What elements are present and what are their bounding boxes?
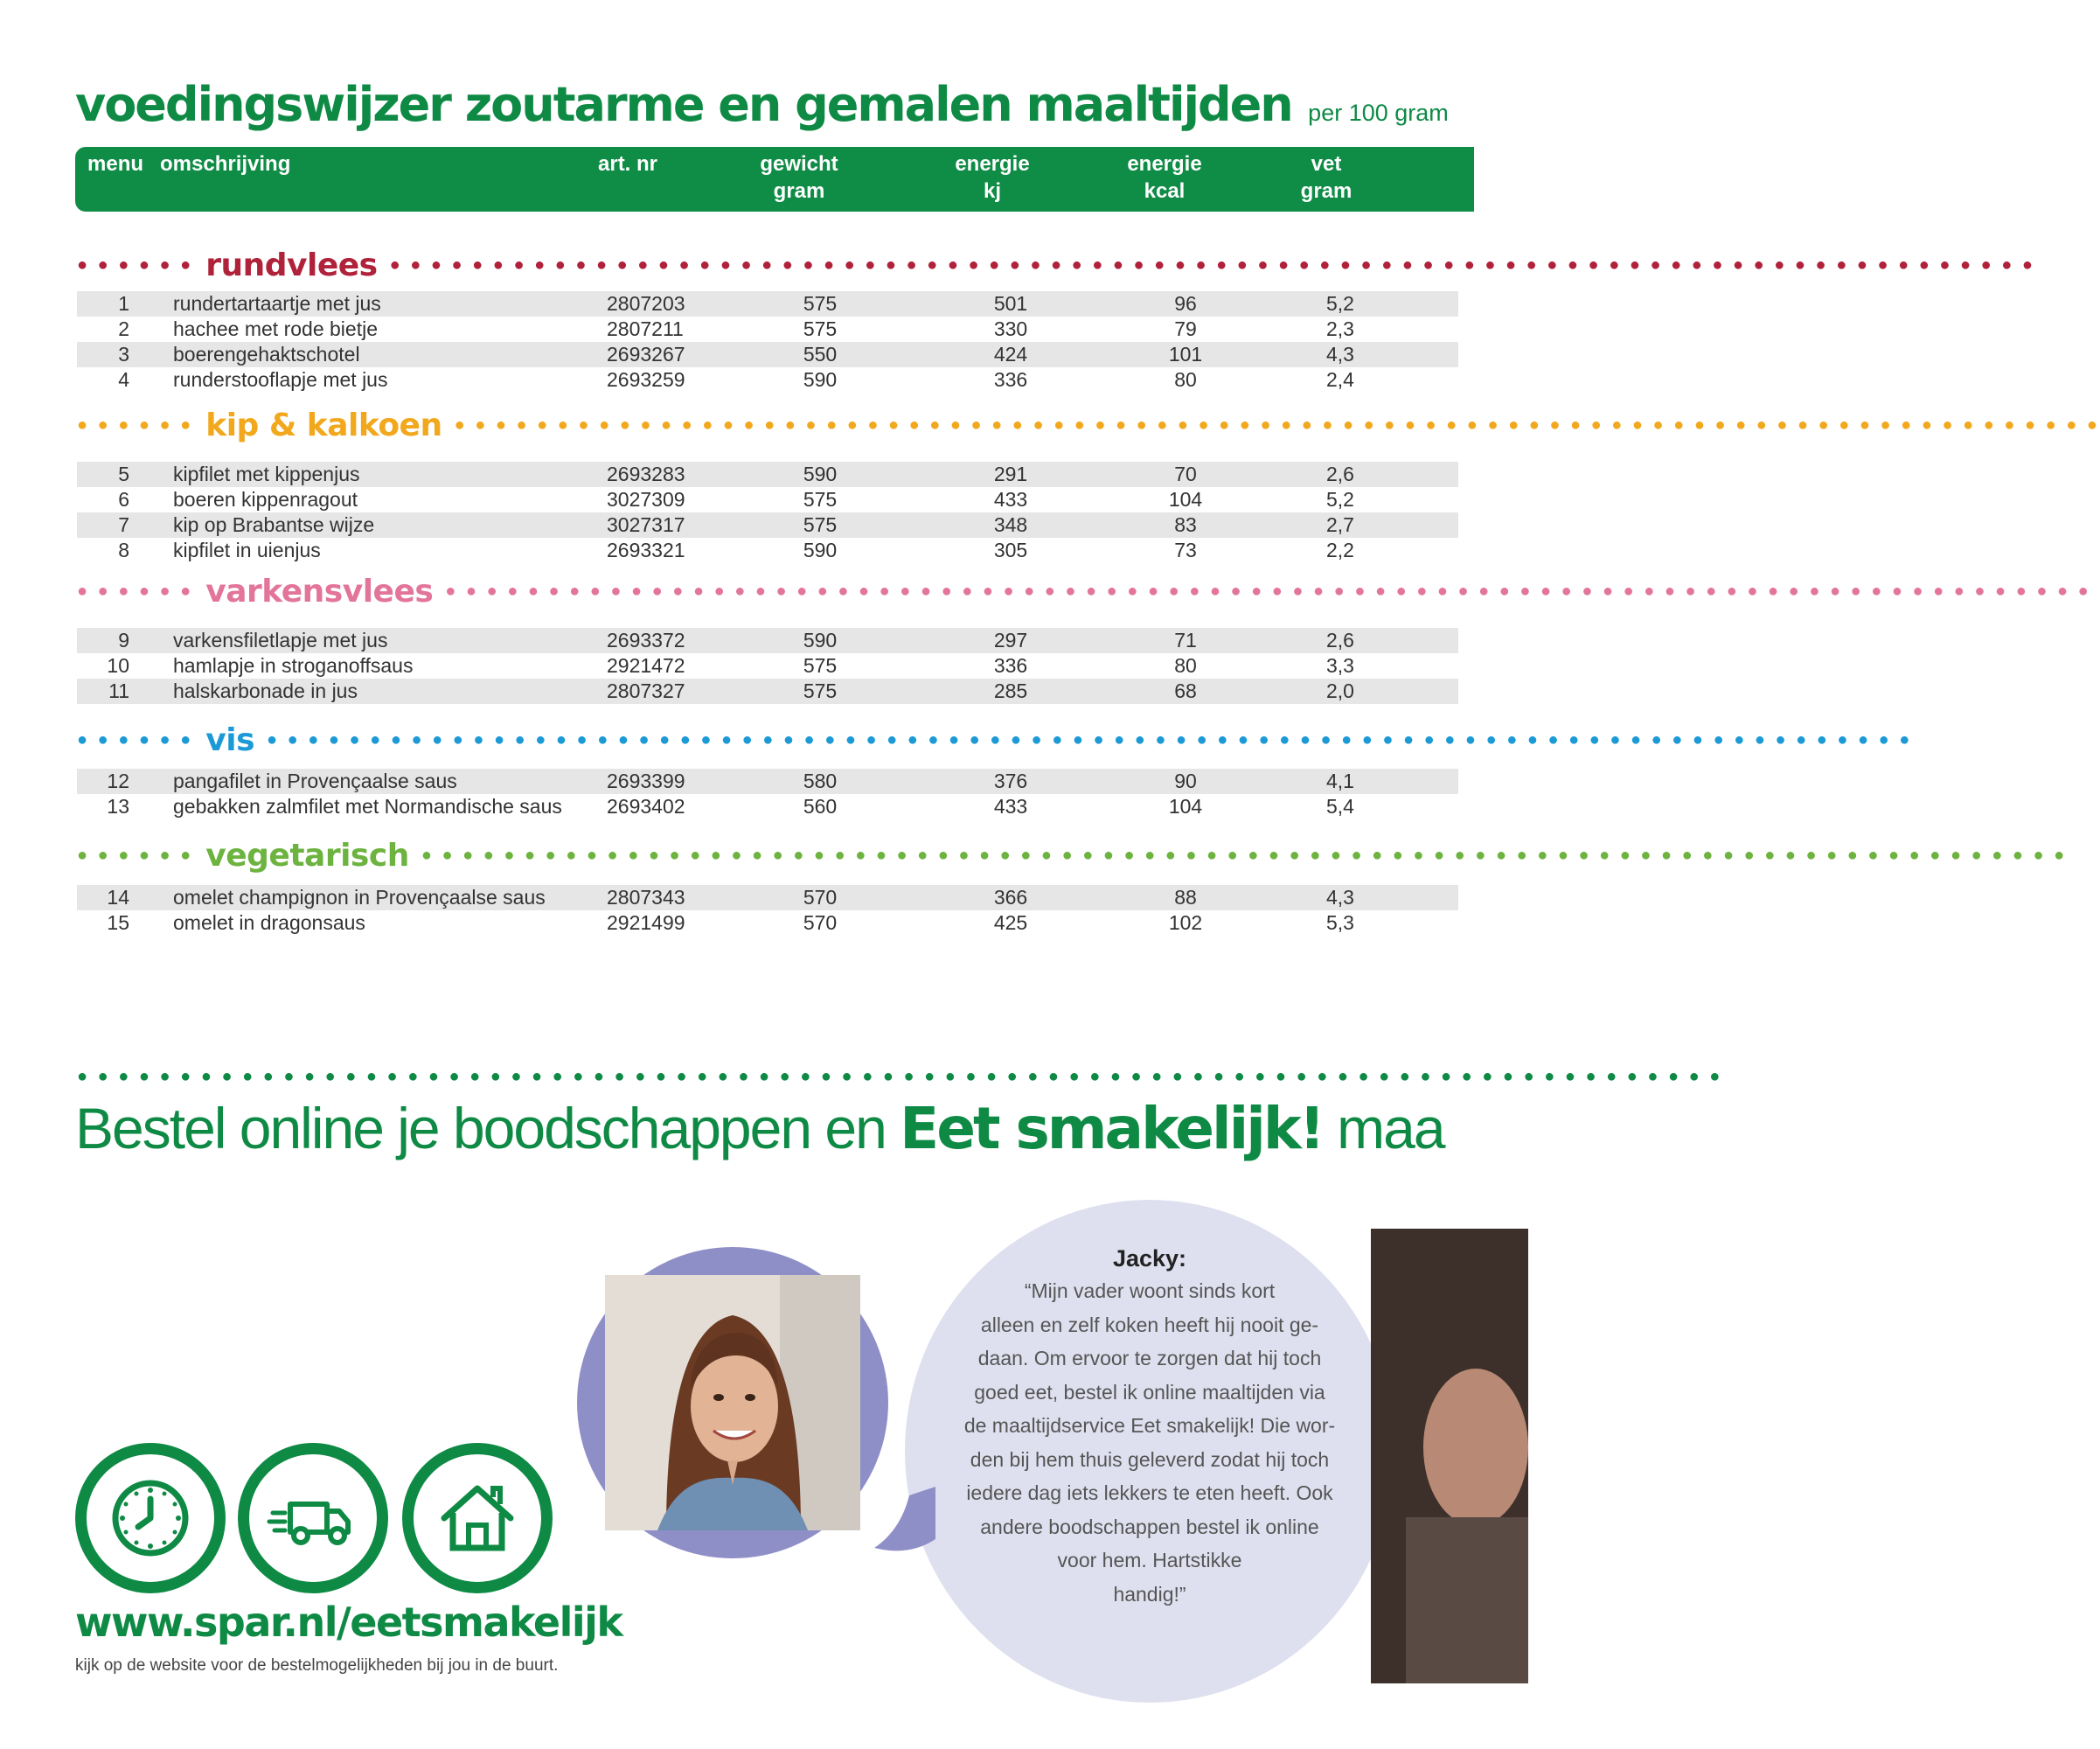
cell-energie-kj: 376 <box>993 770 1028 792</box>
cell-menu: 14 <box>107 886 129 909</box>
section-title: rundvlees <box>205 247 378 283</box>
table-row <box>77 794 1458 819</box>
cell-energie-kj: 330 <box>993 317 1028 340</box>
table-row <box>77 462 1458 487</box>
cell-energie-kcal: 104 <box>1168 795 1203 818</box>
cell-energie-kcal: 102 <box>1168 911 1203 934</box>
cell-art-nr: 2693372 <box>607 629 685 652</box>
cell-vet: 2,4 <box>1326 368 1354 391</box>
cell-vet: 2,6 <box>1326 629 1354 652</box>
cell-art-nr: 2693283 <box>607 463 685 485</box>
section-title: kip & kalkoen <box>205 407 442 443</box>
side-photo <box>1371 1229 1528 1683</box>
portrait-photo <box>605 1275 860 1530</box>
quote-line: den bij hem thuis geleverd zodat hij toch <box>970 1447 1330 1471</box>
cell-energie-kj: 424 <box>993 343 1028 366</box>
quote-line: goed eet, bestel ik online maaltijden via <box>974 1380 1325 1404</box>
cell-omschrijving: kipfilet in uienjus <box>173 539 321 561</box>
section-header <box>77 573 2091 610</box>
cell-omschrijving: rundertartaartje met jus <box>173 292 381 315</box>
cell-gewicht: 575 <box>803 317 838 340</box>
table-row <box>77 291 1458 317</box>
cell-energie-kj: 348 <box>993 513 1028 536</box>
promo-divider: ● ● ● ● ● ● ● ● ● ● ● ● ● ● ● ● ● ● ● ● ● ● ● ● ● ● ● ● ● ● ● ● ● ● ● ● ● ● ● ● ● ● ● ● ● ● ● ● ● ● ● ● ● ● ● ● ● ● ● ● ● ● ● ● ● ● ● ● ● ● ● ● ● ● ● ● ● ● ● ● <box>77 1067 1723 1086</box>
header-omschrijving: omschrijving <box>160 152 291 176</box>
header-gewicht: gewicht gram <box>760 152 838 203</box>
cell-art-nr: 2921499 <box>607 911 685 934</box>
cell-menu: 9 <box>118 629 129 652</box>
table-row <box>77 317 1458 342</box>
cell-gewicht: 575 <box>803 292 838 315</box>
cell-menu: 10 <box>107 654 129 677</box>
cell-vet: 4,3 <box>1326 343 1354 366</box>
cell-gewicht: 570 <box>803 886 838 909</box>
home-icon <box>402 1443 553 1593</box>
clock-icon <box>75 1443 226 1593</box>
cell-gewicht: 590 <box>803 463 838 485</box>
cell-energie-kj: 425 <box>993 911 1028 934</box>
section-dots: ● ● ● ● ● ● <box>77 415 194 435</box>
cell-vet: 5,4 <box>1326 795 1354 818</box>
cell-energie-kcal: 70 <box>1174 463 1197 485</box>
cell-energie-kj: 433 <box>993 795 1028 818</box>
cell-vet: 5,3 <box>1326 911 1354 934</box>
table-row <box>77 769 1458 794</box>
cell-energie-kj: 366 <box>993 886 1028 909</box>
cell-energie-kcal: 96 <box>1174 292 1197 315</box>
cell-energie-kcal: 83 <box>1174 513 1197 536</box>
cell-art-nr: 2807203 <box>607 292 685 315</box>
cell-menu: 2 <box>118 317 129 340</box>
page-title <box>75 77 1449 132</box>
cell-gewicht: 575 <box>803 654 838 677</box>
section-dots: ● ● ● ● ● ● ● ● ● ● ● ● ● ● ● ● ● ● ● ● ● ● ● ● ● ● ● ● ● ● ● ● ● ● ● ● ● ● ● ● ● ● ● ● ● ● ● ● ● ● ● ● ● ● ● ● ● ● ● ● ● ● ● ● ● ● ● ● ● ● ● ● ● ● ● ● ● ● ● ● <box>389 254 2036 275</box>
cell-menu: 7 <box>118 513 129 536</box>
cell-art-nr: 2693399 <box>607 770 685 792</box>
cell-energie-kj: 285 <box>993 679 1028 702</box>
cell-menu: 8 <box>118 539 129 561</box>
table-row <box>77 653 1458 679</box>
quote-line: de maaltijdservice Eet smakelijk! Die wor- <box>963 1414 1336 1437</box>
quote-line: daan. Om ervoor te zorgen dat hij toch <box>977 1347 1322 1369</box>
cell-energie-kj: 336 <box>993 654 1028 677</box>
cell-menu: 13 <box>107 795 129 818</box>
cell-gewicht: 590 <box>803 539 838 561</box>
cell-vet: 4,3 <box>1326 886 1354 909</box>
promo-tail: maa <box>1322 1096 1444 1160</box>
promo-text: Bestel online je boodschappen en <box>75 1096 900 1160</box>
cell-vet: 2,0 <box>1326 679 1354 702</box>
cell-vet: 4,1 <box>1326 770 1354 792</box>
table-row <box>77 628 1458 653</box>
cell-vet: 2,2 <box>1326 539 1354 561</box>
cell-omschrijving: omelet champignon in Provençaalse saus <box>173 886 546 909</box>
cell-art-nr: 2693402 <box>607 795 685 818</box>
cell-vet: 3,3 <box>1326 654 1354 677</box>
cell-omschrijving: pangafilet in Provençaalse saus <box>173 770 457 792</box>
cell-menu: 4 <box>118 368 129 391</box>
cell-menu: 5 <box>118 463 129 485</box>
cell-art-nr: 2807327 <box>607 679 685 702</box>
cell-energie-kcal: 88 <box>1174 886 1197 909</box>
table-row <box>77 487 1458 512</box>
portrait-frame <box>577 1247 888 1558</box>
header-menu: menu <box>87 152 144 176</box>
cell-art-nr: 3027309 <box>607 488 685 511</box>
cell-gewicht: 570 <box>803 911 838 934</box>
promo-bold: Eet smakelijk! <box>900 1095 1323 1162</box>
cell-art-nr: 2807343 <box>607 886 685 909</box>
cell-energie-kcal: 68 <box>1174 679 1197 702</box>
cell-energie-kj: 305 <box>993 539 1028 561</box>
table-row <box>77 538 1458 563</box>
section-header <box>77 407 2100 443</box>
cell-menu: 11 <box>108 679 129 702</box>
cell-art-nr: 3027317 <box>607 513 685 536</box>
cell-energie-kcal: 73 <box>1174 539 1197 561</box>
cell-omschrijving: varkensfiletlapje met jus <box>173 629 388 652</box>
delivery-truck-icon <box>238 1443 388 1593</box>
table-row <box>77 910 1458 936</box>
cell-gewicht: 575 <box>803 513 838 536</box>
cell-menu: 6 <box>118 488 129 511</box>
table-row <box>77 342 1458 367</box>
cell-menu: 1 <box>118 292 129 315</box>
cell-vet: 2,6 <box>1326 463 1354 485</box>
cell-energie-kj: 291 <box>993 463 1028 485</box>
cell-omschrijving: runderstooflapje met jus <box>173 368 388 391</box>
promo-headline <box>75 1095 1444 1162</box>
cell-energie-kcal: 104 <box>1168 488 1203 511</box>
cell-omschrijving: boeren kippenragout <box>173 488 358 511</box>
cell-art-nr: 2693259 <box>607 368 685 391</box>
table-row <box>77 512 1458 538</box>
cell-omschrijving: kip op Brabantse wijze <box>173 513 375 536</box>
table-row <box>77 885 1458 910</box>
cell-gewicht: 575 <box>803 679 838 702</box>
section-dots: ● ● ● ● ● ● <box>77 581 194 601</box>
quote-line: voor hem. Hartstikke <box>1057 1549 1242 1571</box>
quote-line: alleen en zelf koken heeft hij nooit ge- <box>980 1313 1319 1336</box>
cell-energie-kj: 297 <box>993 629 1028 652</box>
title-subtitle: per 100 gram <box>1308 100 1449 126</box>
cell-vet: 2,3 <box>1326 317 1354 340</box>
cell-energie-kcal: 80 <box>1174 368 1197 391</box>
table-row <box>77 679 1458 704</box>
cell-art-nr: 2807211 <box>607 317 684 340</box>
cell-energie-kcal: 101 <box>1168 343 1203 366</box>
section-title: vis <box>205 721 254 758</box>
cell-gewicht: 590 <box>803 629 838 652</box>
table-header <box>75 147 1474 212</box>
section-dots: ● ● ● ● ● ● ● ● ● ● ● ● ● ● ● ● ● ● ● ● ● ● ● ● ● ● ● ● ● ● ● ● ● ● ● ● ● ● ● ● ● ● ● ● ● ● ● ● ● ● ● ● ● ● ● ● ● ● ● ● ● ● ● ● ● ● ● ● ● ● ● ● ● ● ● ● ● ● ● ● <box>421 845 2068 865</box>
cell-omschrijving: halskarbonade in jus <box>173 679 358 702</box>
title-main: voedingswijzer zoutarme en gemalen maaltijden <box>75 77 1292 132</box>
website-note: kijk op de website voor de bestelmogelijkheden bij jou in de buurt. <box>75 1656 559 1675</box>
cell-gewicht: 590 <box>803 368 838 391</box>
cell-omschrijving: gebakken zalmfilet met Normandische saus <box>173 795 562 818</box>
section-dots: ● ● ● ● ● ● ● ● ● ● ● ● ● ● ● ● ● ● ● ● ● ● ● ● ● ● ● ● ● ● ● ● ● ● ● ● ● ● ● ● ● ● ● ● ● ● ● ● ● ● ● ● ● ● ● ● ● ● ● ● ● ● ● ● ● ● ● ● ● ● ● ● ● ● ● ● ● ● ● ● <box>267 729 1913 749</box>
cell-energie-kcal: 80 <box>1174 654 1197 677</box>
header-energie-kcal: energie kcal <box>1127 152 1202 203</box>
cell-omschrijving: hachee met rode bietje <box>173 317 378 340</box>
cell-energie-kj: 501 <box>993 292 1028 315</box>
cell-energie-kj: 433 <box>993 488 1028 511</box>
cell-omschrijving: boerengehaktschotel <box>173 343 360 366</box>
table-row <box>77 367 1458 393</box>
cell-energie-kcal: 90 <box>1174 770 1197 792</box>
header-art-nr: art. nr <box>598 152 658 176</box>
section-dots: ● ● ● ● ● ● <box>77 845 194 865</box>
header-energie-kj: energie kj <box>955 152 1030 203</box>
cell-gewicht: 560 <box>803 795 838 818</box>
section-dots: ● ● ● ● ● ● ● ● ● ● ● ● ● ● ● ● ● ● ● ● ● ● ● ● ● ● ● ● ● ● ● ● ● ● ● ● ● ● ● ● ● ● ● ● ● ● ● ● ● ● ● ● ● ● ● ● ● ● ● ● ● ● ● ● ● ● ● ● ● ● ● ● ● ● ● ● ● ● ● ● <box>454 415 2100 435</box>
cell-menu: 12 <box>107 770 129 792</box>
section-title: vegetarisch <box>205 837 409 874</box>
cell-gewicht: 580 <box>803 770 838 792</box>
cell-gewicht: 575 <box>803 488 838 511</box>
quote-author: Jacky: <box>1112 1245 1187 1272</box>
quote-line: iedere dag iets lekkers te eten heeft. Ook <box>966 1481 1333 1504</box>
website-link[interactable]: www.spar.nl/eetsmakelijk <box>75 1599 622 1646</box>
cell-energie-kcal: 79 <box>1174 317 1197 340</box>
quote-line: “Mijn vader woont sinds kort <box>1024 1279 1276 1302</box>
cell-art-nr: 2921472 <box>607 654 685 677</box>
cell-vet: 2,7 <box>1326 513 1354 536</box>
cell-omschrijving: omelet in dragonsaus <box>173 911 365 934</box>
section-header <box>77 247 2036 283</box>
section-header <box>77 721 1913 758</box>
section-header <box>77 837 2068 874</box>
header-vet: vet gram <box>1300 152 1352 203</box>
quote-line: andere boodschappen bestel ik online <box>980 1515 1319 1538</box>
cell-menu: 3 <box>118 343 129 366</box>
quote-line: handig!” <box>1113 1582 1186 1606</box>
cell-omschrijving: hamlapje in stroganoffsaus <box>173 654 414 677</box>
cell-art-nr: 2693321 <box>607 539 685 561</box>
section-dots: ● ● ● ● ● ● <box>77 254 194 275</box>
cell-energie-kcal: 71 <box>1174 629 1197 652</box>
cell-energie-kj: 336 <box>993 368 1028 391</box>
cell-gewicht: 550 <box>803 343 838 366</box>
cell-omschrijving: kipfilet met kippenjus <box>173 463 360 485</box>
section-dots: ● ● ● ● ● ● <box>77 729 194 749</box>
cell-vet: 5,2 <box>1326 292 1354 315</box>
section-dots: ● ● ● ● ● ● ● ● ● ● ● ● ● ● ● ● ● ● ● ● ● ● ● ● ● ● ● ● ● ● ● ● ● ● ● ● ● ● ● ● ● ● ● ● ● ● ● ● ● ● ● ● ● ● ● ● ● ● ● ● ● ● ● ● ● ● ● ● ● ● ● ● ● ● ● ● ● ● ● ● <box>445 581 2091 601</box>
cell-vet: 5,2 <box>1326 488 1354 511</box>
cell-art-nr: 2693267 <box>607 343 685 366</box>
section-title: varkensvlees <box>205 573 434 610</box>
cell-menu: 15 <box>107 911 129 934</box>
